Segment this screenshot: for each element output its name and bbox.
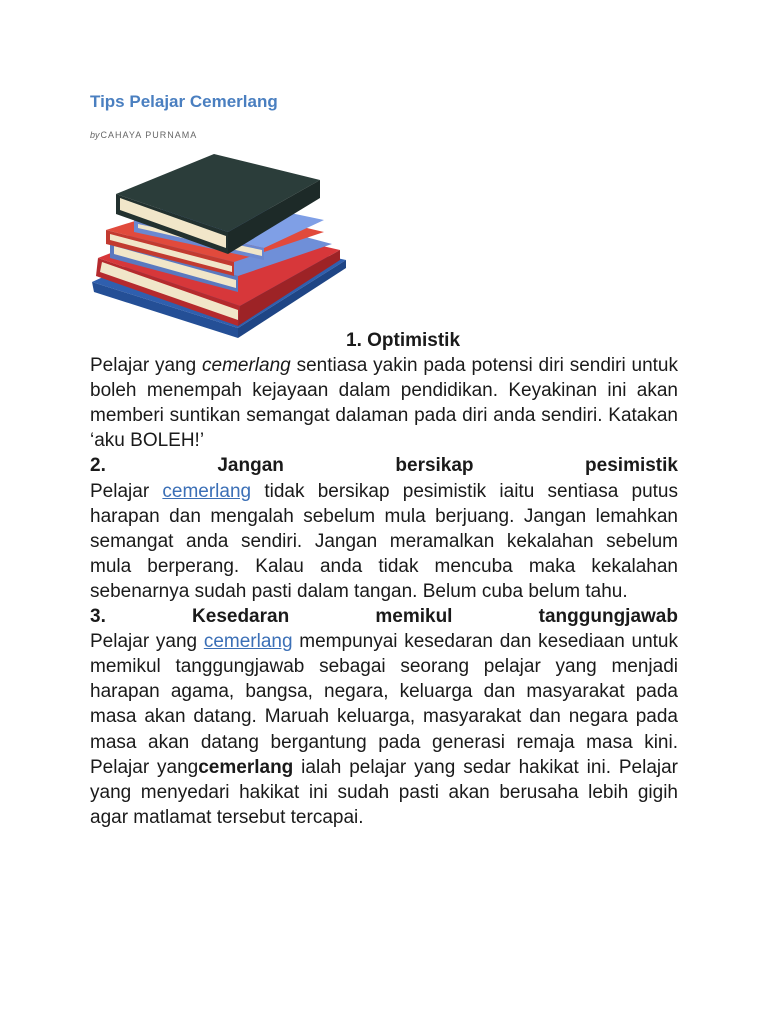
paragraph-text: ialah pelajar yang sedar hakikat ini. Pelajar yang menyedari hakikat ini sudah pasti akan berusaha lebih gigih agar matlamat tersebut tercapai. xyxy=(90,756,678,828)
article-title: Tips Pelajar Cemerlang xyxy=(90,92,278,111)
section-paragraph-2 xyxy=(90,479,678,604)
bold-keyword: cemerlang xyxy=(198,756,294,778)
section-heading-2 xyxy=(90,453,678,478)
section-heading-1: 1. Optimistik xyxy=(346,330,461,351)
heading-word: bersikap xyxy=(395,455,474,477)
heading-word: memikul xyxy=(375,606,453,628)
heading-word: Kesedaran xyxy=(192,606,290,628)
paragraph-text: tidak bersikap pesimistik iaitu sentiasa putus harapan dan mengalah sebelum mula berjuang. Jangan lemahkan semangat anda sendiri. Jangan meramalkan kekalahan sebelum mula berperang. Kalau anda tidak mencuba maka kekalahan sebenarnya sudah pasti dalam tangan. Belum cuba belum tahu. xyxy=(90,480,678,602)
emphasis-text: cemerlang xyxy=(202,355,291,377)
bold-quote: aku BOLEH! xyxy=(94,430,200,452)
section-paragraph-3 xyxy=(90,629,678,830)
cemerlang-link[interactable]: cemerlang xyxy=(203,631,293,653)
heading-word: Jangan xyxy=(217,455,284,477)
stack-of-books-image xyxy=(88,150,350,350)
author-name: CAHAYA PURNAMA xyxy=(100,130,198,140)
section-heading-3 xyxy=(90,604,678,629)
heading-word: tanggungjawab xyxy=(538,606,678,628)
byline-prefix: by xyxy=(90,130,100,140)
heading-word: pesimistik xyxy=(585,455,678,477)
heading-word: 3. xyxy=(90,606,106,628)
byline xyxy=(90,130,197,140)
paragraph-text: mempunyai kesedaran dan kesediaan untuk memikul tanggungjawab sebagai seorang pelajar yang menjadi harapan agama, bangsa, negara, keluarga dan masyarakat pada masa akan datang. Maruah keluarga, masyarakat dan negara pada masa akan datang bergantung pada generasi remaja masa kini. Pelajar yang xyxy=(90,631,678,778)
cemerlang-link[interactable]: cemerlang xyxy=(162,480,252,502)
heading-word: 2. xyxy=(90,455,106,477)
section-paragraph-1 xyxy=(90,353,678,453)
paragraph-text: sentiasa yakin pada potensi diri sendiri untuk boleh menempah kejayaan dalam pendidikan. Keyakinan ini akan memberi suntikan semangat dalaman pada diri anda sendiri. Katakan ‘ xyxy=(90,355,678,452)
paragraph-text: Pelajar yang xyxy=(90,631,204,653)
paragraph-text: Pelajar xyxy=(90,480,163,502)
article-body xyxy=(90,328,678,830)
paragraph-text: Pelajar yang xyxy=(90,355,203,377)
paragraph-text: ’ xyxy=(199,430,205,452)
